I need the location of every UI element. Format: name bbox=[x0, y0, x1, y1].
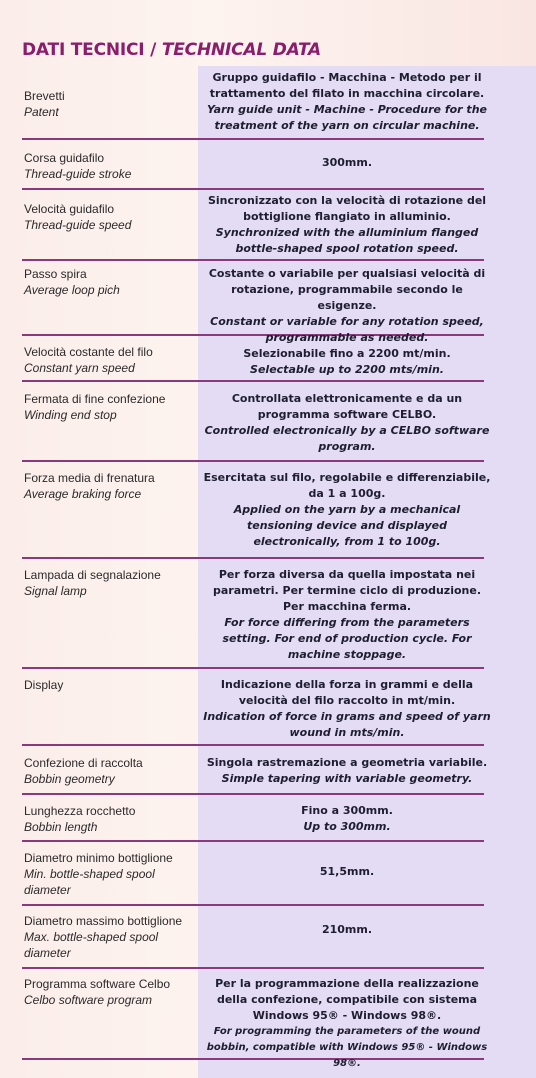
spec-value-english: For force differing from the parameters setting. For end of production cycle. For machine stoppage. bbox=[222, 616, 472, 661]
spec-value bbox=[202, 567, 492, 663]
spec-label-italian: Forza media di frenatura bbox=[24, 471, 155, 485]
spec-label-english: Average braking force bbox=[24, 487, 142, 501]
spec-label bbox=[24, 150, 196, 182]
spec-label-english: Bobbin length bbox=[24, 820, 98, 834]
spec-label-english: Thread-guide stroke bbox=[24, 167, 132, 181]
spec-label-italian: Display bbox=[24, 678, 64, 692]
spec-label bbox=[24, 201, 196, 233]
spec-label-english: Patent bbox=[24, 105, 59, 119]
spec-row-loop-pitch bbox=[22, 266, 486, 344]
spec-row-bobbin-length bbox=[22, 803, 484, 842]
spec-label-italian: Fermata di fine confezione bbox=[24, 392, 166, 406]
spec-row-bobbin-geometry bbox=[22, 755, 488, 795]
spec-value-english: Constant or variable for any rotation speed, programmable as needed. bbox=[210, 315, 484, 344]
spec-label bbox=[24, 755, 196, 787]
spec-label bbox=[24, 803, 196, 835]
spec-value-italian: Gruppo guidafilo - Macchina - Metodo per il trattamento del filato in macchina circolare. bbox=[209, 71, 485, 100]
spec-value bbox=[202, 70, 492, 134]
spec-label-italian: Lunghezza rocchetto bbox=[24, 804, 136, 818]
spec-row-guide-speed bbox=[22, 193, 487, 261]
spec-label bbox=[24, 850, 196, 898]
spec-row-signal-lamp bbox=[22, 567, 484, 669]
spec-value-italian: Indicazione della forza in grammi e della velocità del filo raccolto in mt/min. bbox=[220, 678, 474, 707]
spec-label-english: Winding end stop bbox=[24, 408, 117, 422]
spec-value-italian: Fino a 300mm. bbox=[301, 804, 393, 817]
spec-label-italian: Passo spira bbox=[24, 267, 87, 281]
spec-row-stroke bbox=[22, 150, 484, 190]
spec-value bbox=[202, 803, 492, 835]
spec-label bbox=[24, 391, 196, 423]
spec-row-software-program bbox=[22, 976, 488, 1069]
spec-value-italian: Selezionabile fino a 2200 mt/min. bbox=[243, 347, 451, 360]
page-title bbox=[22, 40, 321, 60]
spec-value-italian: Controllata elettronicamente e da un programma software CELBO. bbox=[231, 392, 463, 421]
spec-value-english: Yarn guide unit - Machine - Procedure for the treatment of the yarn on circular machine. bbox=[207, 103, 487, 132]
spec-value bbox=[202, 193, 492, 257]
spec-label-italian: Brevetti bbox=[24, 89, 65, 103]
spec-value-english: Selectable up to 2200 mts/min. bbox=[250, 363, 444, 376]
spec-label-english: Min. bottle-shaped spool diameter bbox=[24, 867, 155, 897]
spec-value-english: For programming the parameters of the wound bobbin, compatible with Windows 95® - Windows 98®. bbox=[206, 1026, 488, 1069]
spec-label bbox=[24, 470, 196, 502]
spec-label-italian: Velocità costante del filo bbox=[24, 345, 153, 359]
page-title-english: TECHNICAL DATA bbox=[161, 40, 321, 60]
spec-label-english: Signal lamp bbox=[24, 584, 87, 598]
spec-label-italian: Lampada di segnalazione bbox=[24, 568, 161, 582]
spec-label-italian: Velocità guidafilo bbox=[24, 202, 115, 216]
spec-label bbox=[24, 567, 196, 599]
spec-value-italian: 300mm. bbox=[321, 156, 373, 169]
spec-value bbox=[202, 677, 492, 741]
spec-label-english: Average loop pich bbox=[24, 283, 120, 297]
spec-value-english: Up to 300mm. bbox=[303, 820, 391, 833]
spec-row-max-diameter bbox=[22, 913, 484, 969]
spec-label bbox=[24, 266, 196, 298]
spec-row-winding-end-stop bbox=[22, 391, 490, 462]
spec-value-english: Controlled electronically by a CELBO software program. bbox=[204, 424, 490, 453]
spec-label-english: Thread-guide speed bbox=[24, 218, 132, 232]
spec-value-italian: Esercitata sul filo, regolabile e differenziabile, da 1 a 100g. bbox=[203, 471, 491, 500]
spec-label-italian: Corsa guidafilo bbox=[24, 151, 105, 165]
spec-value-english: Applied on the yarn by a mechanical tensioning device and displayed electronically, from 1 to 100g. bbox=[233, 503, 461, 548]
spec-label bbox=[24, 344, 196, 376]
spec-row-yarn-speed bbox=[22, 344, 484, 382]
spec-value bbox=[202, 346, 492, 378]
spec-label bbox=[24, 976, 196, 1008]
spec-value bbox=[202, 470, 492, 550]
spec-value-italian: Singola rastremazione a geometria variabile. bbox=[206, 756, 488, 769]
spec-label-english: Bobbin geometry bbox=[24, 772, 115, 786]
spec-label-italian: Programma software Celbo bbox=[24, 977, 171, 991]
spec-label-italian: Confezione di raccolta bbox=[24, 756, 143, 770]
spec-value bbox=[202, 864, 492, 880]
spec-value-italian: Per la programmazione della realizzazione della confezione, compatibile con sistema Windows 95® - Windows 98®. bbox=[215, 977, 479, 1022]
spec-label bbox=[24, 88, 196, 120]
spec-label-english: Constant yarn speed bbox=[24, 361, 135, 375]
spec-label-english: Max. bottle-shaped spool diameter bbox=[24, 930, 159, 960]
spec-value-english: Simple tapering with variable geometry. bbox=[221, 772, 473, 785]
spec-value-italian: Sincronizzato con la velocità di rotazione del bottiglione flangiato in alluminio. bbox=[207, 194, 487, 223]
spec-row-display bbox=[22, 677, 491, 746]
spec-value-italian: 210mm. bbox=[321, 923, 373, 936]
spec-value-english: Indication of force in grams and speed of yarn wound in mts/min. bbox=[203, 710, 491, 739]
spec-value bbox=[202, 755, 492, 787]
spec-label-italian: Diametro massimo bottiglione bbox=[24, 914, 183, 928]
spec-value-english: Synchronized with the alluminium flanged bottle-shaped spool rotation speed. bbox=[215, 226, 479, 255]
spec-value-italian: Per forza diversa da quella impostata nei parametri. Per termine ciclo di produzione. Per macchina ferma. bbox=[212, 568, 481, 613]
spec-label bbox=[24, 677, 196, 693]
spec-label-english: Celbo software program bbox=[24, 993, 153, 1007]
spec-value bbox=[202, 922, 492, 938]
spec-label bbox=[24, 913, 196, 961]
spec-row-min-diameter bbox=[22, 850, 484, 906]
spec-value-italian: Costante o variabile per qualsiasi velocità di rotazione, programmabile secondo le esigenze. bbox=[208, 267, 486, 312]
spec-label-italian: Diametro minimo bottiglione bbox=[24, 851, 173, 865]
page-title-italian: DATI TECNICI / bbox=[22, 40, 157, 60]
spec-value bbox=[202, 976, 492, 1072]
spec-row-patent bbox=[22, 70, 487, 140]
spec-value bbox=[202, 266, 492, 346]
spec-value bbox=[202, 155, 492, 171]
spec-value-italian: 51,5mm. bbox=[319, 865, 375, 878]
spec-value bbox=[202, 391, 492, 455]
spec-row-braking-force bbox=[22, 470, 491, 559]
